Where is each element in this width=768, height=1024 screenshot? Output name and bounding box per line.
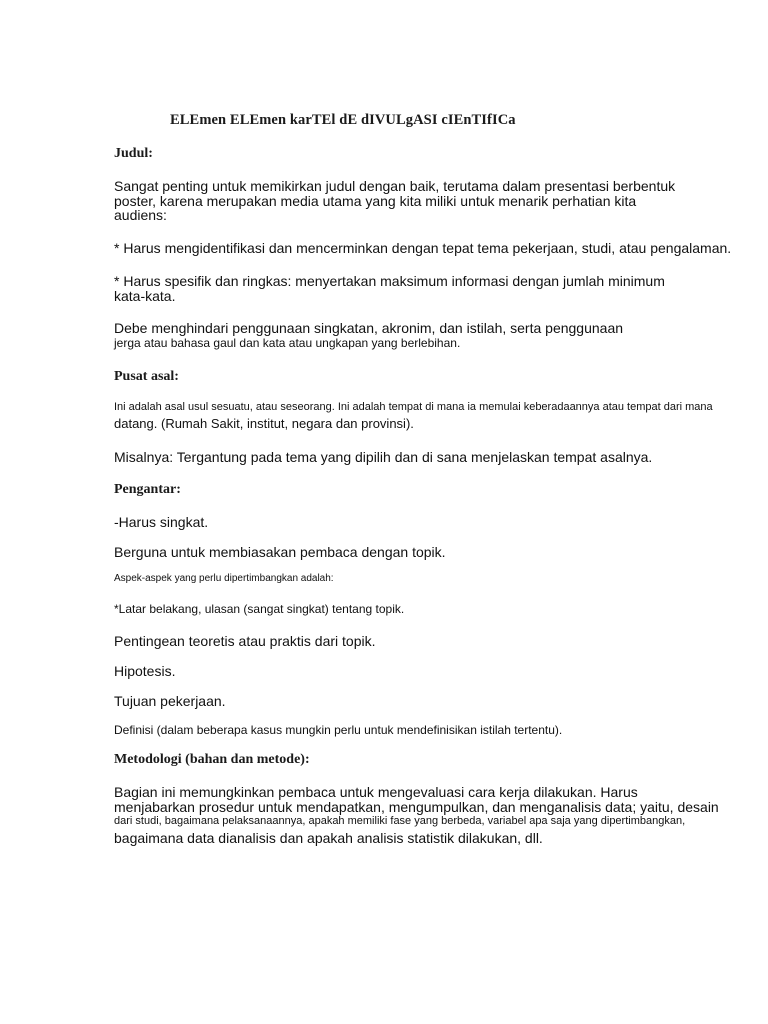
paragraph-line: dari studi, bagaimana pelaksanaannya, apakah memiliki fase yang berbeda, variabel apa saja yang dipertimbangkan, [114, 815, 686, 827]
paragraph-line: poster, karena merupakan media utama yang kita miliki untuk menarik perhatian kita [114, 193, 637, 209]
list-item: *Latar belakang, ulasan (sangat singkat) tentang topik. [114, 602, 405, 616]
paragraph-line: Debe menghindari penggunaan singkatan, akronim, dan istilah, serta penggunaan [114, 320, 624, 336]
paragraph-line: Sangat penting untuk memikirkan judul dengan baik, terutama dalam presentasi berbentuk [114, 178, 676, 194]
paragraph-line: jerga atau bahasa gaul dan kata atau ungkapan yang berlebihan. [114, 336, 461, 350]
list-item: Berguna untuk membiasakan pembaca dengan topik. [114, 544, 446, 560]
paragraph-line: Misalnya: Tergantung pada tema yang dipilih dan di sana menjelaskan tempat asalnya. [114, 449, 653, 465]
list-item: -Harus singkat. [114, 514, 209, 530]
paragraph-line: bagaimana data dianalisis dan apakah analisis statistik dilakukan, dll. [114, 830, 543, 846]
list-item: Definisi (dalam beberapa kasus mungkin perlu untuk mendefinisikan istilah tertentu). [114, 723, 563, 737]
paragraph-line: Bagian ini memungkinkan pembaca untuk mengevaluasi cara kerja dilakukan. Harus [114, 784, 638, 800]
section-heading-pengantar: Pengantar: [114, 482, 181, 497]
list-item: Hipotesis. [114, 663, 176, 679]
section-heading-pusat-asal: Pusat asal: [114, 369, 179, 384]
paragraph-line: menjabarkan prosedur untuk mendapatkan, mengumpulkan, dan menganalisis data; yaitu, desain [114, 799, 719, 815]
paragraph-line: Ini adalah asal usul sesuatu, atau seseorang. Ini adalah tempat di mana ia memulai keberadaannya atau tempat dari mana [114, 401, 713, 413]
document-title: ELEmen ELEmen karTEl dE dIVULgASI cIEnTIfICa [170, 112, 516, 128]
bullet-line: kata-kata. [114, 288, 176, 304]
list-item: Pentingean teoretis atau praktis dari topik. [114, 633, 376, 649]
section-heading-judul: Judul: [114, 146, 153, 161]
bullet-line: * Harus spesifik dan ringkas: menyertakan maksimum informasi dengan jumlah minimum [114, 273, 665, 289]
paragraph-line: audiens: [114, 207, 167, 223]
list-item: Tujuan pekerjaan. [114, 693, 226, 709]
bullet-line: * Harus mengidentifikasi dan mencerminkan dengan tepat tema pekerjaan, studi, atau pengalaman. [114, 240, 732, 256]
paragraph-line: datang. (Rumah Sakit, institut, negara dan provinsi). [114, 416, 414, 431]
list-item: Aspek-aspek yang perlu dipertimbangkan adalah: [114, 573, 334, 584]
section-heading-metodologi: Metodologi (bahan dan metode): [114, 752, 310, 767]
